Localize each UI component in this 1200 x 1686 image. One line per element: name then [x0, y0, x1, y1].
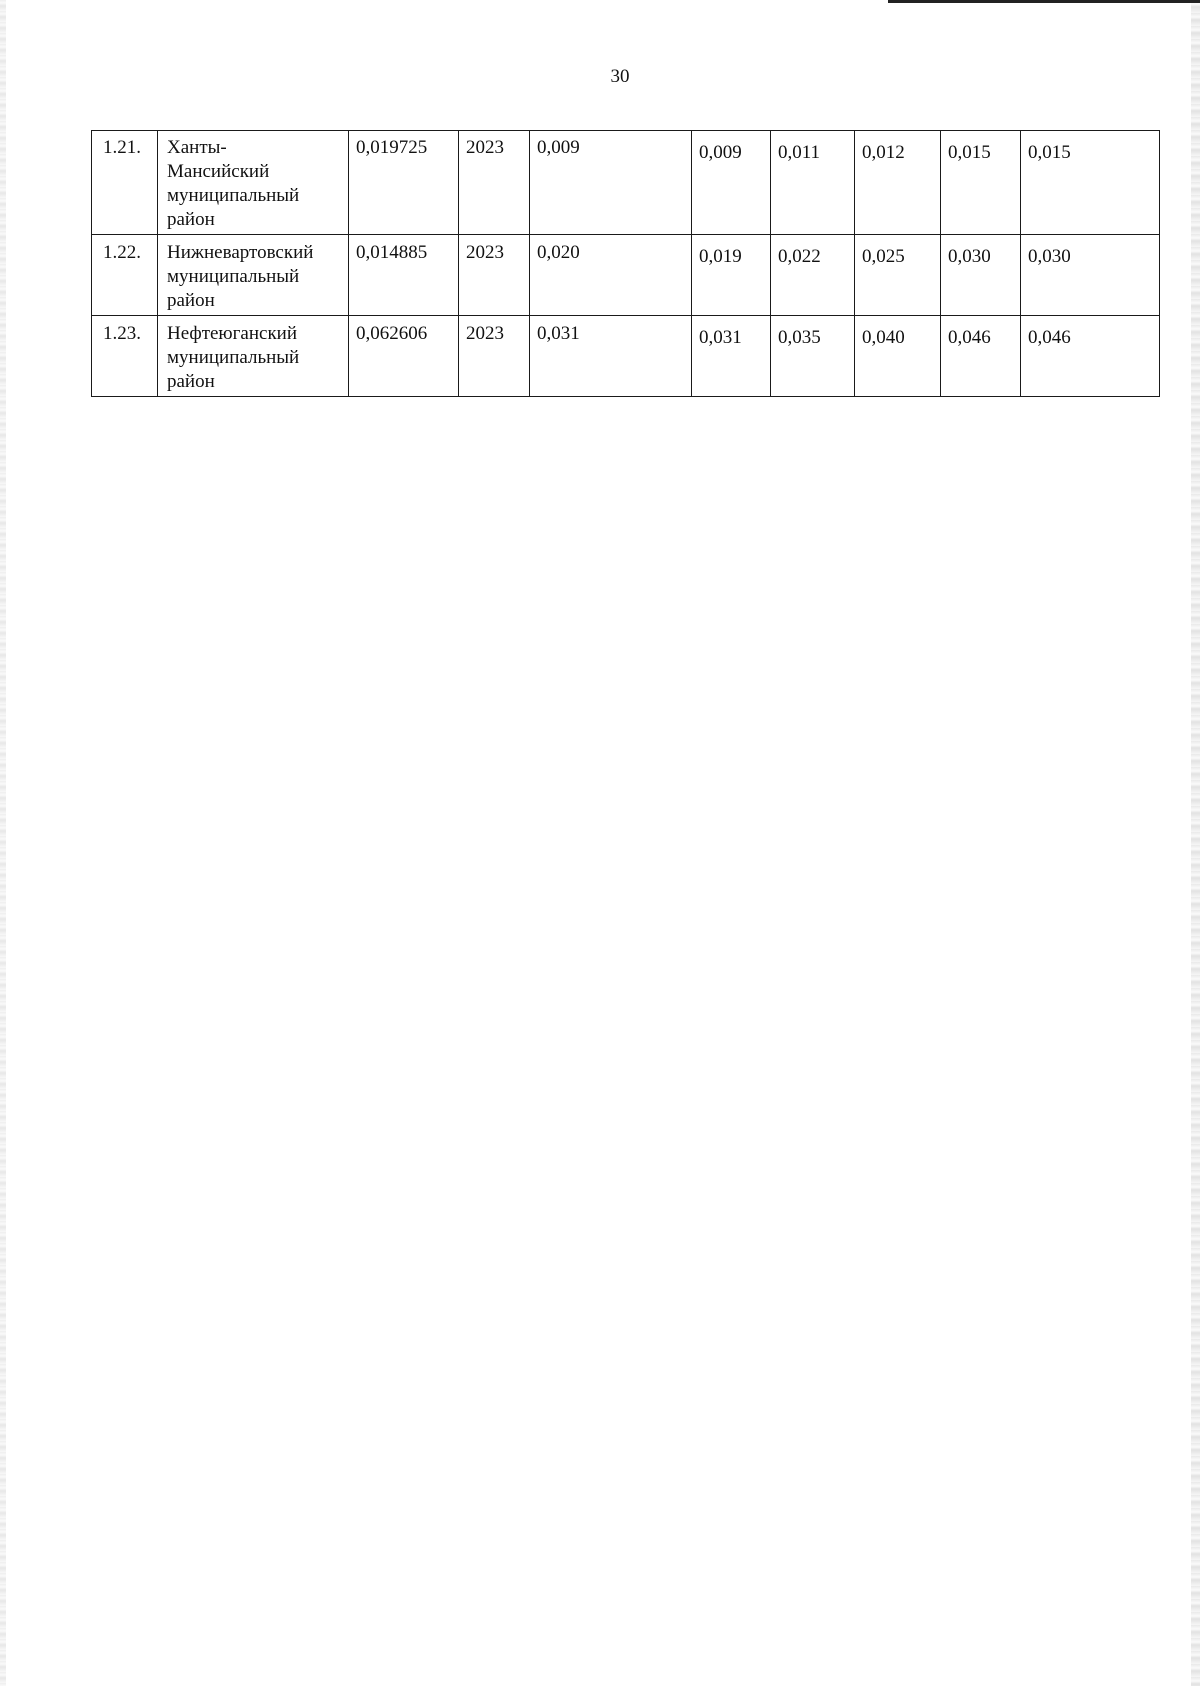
year-cell: 2023 [459, 316, 530, 397]
row-number: 1.23. [92, 316, 158, 397]
value-cell: 0,031 [530, 316, 692, 397]
district-name-line: район [167, 290, 215, 311]
district-name-line: район [167, 371, 215, 392]
district-name-line: Нижневартовский [167, 242, 314, 263]
district-name [158, 316, 349, 397]
value-cell: 0,020 [530, 235, 692, 316]
scan-edge-left [0, 0, 6, 1686]
district-name-line: муниципальный [167, 185, 300, 206]
value-cell: 0,011 [771, 131, 855, 235]
district-name [158, 235, 349, 316]
value-cell: 0,015 [1021, 131, 1160, 235]
value-cell: 0,009 [530, 131, 692, 235]
value-cell: 0,022 [771, 235, 855, 316]
page-number: 30 [610, 66, 630, 87]
data-table [91, 130, 1160, 397]
value-cell: 0,040 [855, 316, 941, 397]
value-cell: 0,015 [941, 131, 1021, 235]
table-row [92, 235, 1160, 316]
value-cell: 0,046 [941, 316, 1021, 397]
table-row [92, 316, 1160, 397]
district-name-line: муниципальный [167, 266, 300, 287]
value-cell: 0,046 [1021, 316, 1160, 397]
coefficient-cell: 0,062606 [349, 316, 459, 397]
district-name-line: муниципальный [167, 347, 300, 368]
value-cell: 0,025 [855, 235, 941, 316]
scan-edge-top-line [888, 0, 1200, 3]
year-cell: 2023 [459, 235, 530, 316]
value-cell: 0,012 [855, 131, 941, 235]
district-name-line: Нефтеюганский [167, 323, 298, 344]
year-cell: 2023 [459, 131, 530, 235]
value-cell: 0,030 [1021, 235, 1160, 316]
value-cell: 0,019 [692, 235, 771, 316]
row-number: 1.21. [92, 131, 158, 235]
district-name [158, 131, 349, 235]
value-cell: 0,030 [941, 235, 1021, 316]
value-cell: 0,009 [692, 131, 771, 235]
value-cell: 0,031 [692, 316, 771, 397]
row-number: 1.22. [92, 235, 158, 316]
scan-edge-right [1191, 0, 1200, 1686]
table-row [92, 131, 1160, 235]
coefficient-cell: 0,014885 [349, 235, 459, 316]
district-name-line: район [167, 209, 215, 230]
district-name-line: Мансийский [167, 161, 270, 182]
district-name-line: Ханты- [167, 137, 227, 158]
value-cell: 0,035 [771, 316, 855, 397]
coefficient-cell: 0,019725 [349, 131, 459, 235]
